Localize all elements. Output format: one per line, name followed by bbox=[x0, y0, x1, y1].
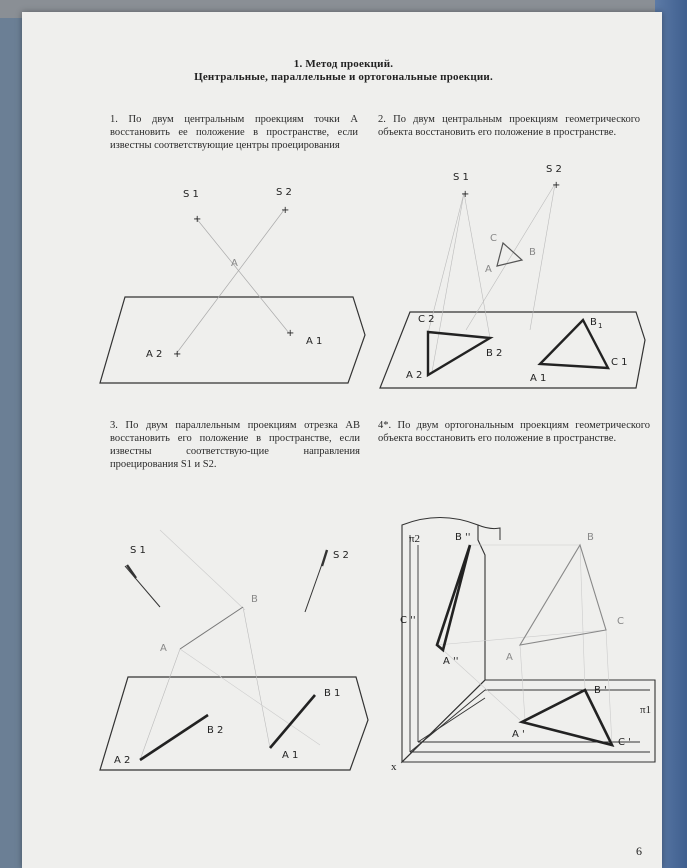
task-1-text: 1. По двум центральным проекциям точки А восстановить ее положение в пространстве, если известны соответствующие центры проецирования bbox=[110, 114, 358, 151]
fig1-label-s2: S 2 bbox=[276, 187, 292, 198]
fig4-label-pi2: π2 bbox=[409, 533, 421, 545]
fig1-a2-mark: + bbox=[173, 349, 182, 360]
fig4-label-b: B bbox=[587, 532, 594, 543]
fig2-triangle-c2a2b2 bbox=[428, 332, 490, 375]
page-title: 1. Метод проекций. bbox=[293, 58, 394, 70]
fig4-label-pi1: π1 bbox=[640, 704, 652, 716]
figure-1 bbox=[100, 187, 365, 383]
fig3-label-a1: A 1 bbox=[282, 750, 299, 761]
fig2-label-b1-sub: 1 bbox=[598, 322, 603, 330]
page-number: 6 bbox=[636, 844, 642, 858]
task-4-text: 4*. По двум ортогональным проекциям геометрического объекта восстановить его положение в пространстве. bbox=[378, 420, 650, 444]
fig4-label-c2: C '' bbox=[400, 615, 416, 626]
fig3-segment-a1b1 bbox=[270, 695, 315, 748]
fig2-label-c2: C 2 bbox=[418, 314, 435, 325]
fig3-label-a: A bbox=[160, 643, 167, 654]
fig2-label-c: C bbox=[490, 233, 497, 244]
fig4-plane-pi1 bbox=[402, 680, 655, 762]
fig3-label-s2: S 2 bbox=[333, 550, 349, 561]
fig4-label-c: C bbox=[617, 616, 624, 627]
fig4-triangle-frontal bbox=[437, 545, 470, 650]
fig2-label-b: B bbox=[529, 247, 536, 258]
fig4-label-a1: A ' bbox=[512, 729, 525, 740]
fig3-label-b1: B 1 bbox=[324, 688, 341, 699]
fig2-label-c1: C 1 bbox=[611, 357, 628, 368]
fig4-label-a: A bbox=[506, 652, 513, 663]
fig1-label-a2: A 2 bbox=[146, 349, 163, 360]
fig1-a1-mark: + bbox=[286, 328, 295, 339]
fig1-s2-mark: + bbox=[281, 205, 290, 216]
fig3-label-b: B bbox=[251, 594, 258, 605]
fig2-label-s1: S 1 bbox=[453, 172, 469, 183]
fig1-ray-s1 bbox=[196, 218, 289, 333]
fig4-label-b2: B '' bbox=[455, 532, 471, 543]
fig2-triangle-space bbox=[497, 243, 522, 266]
fig4-label-b1: B ' bbox=[594, 685, 607, 696]
fig1-ray-s2 bbox=[176, 210, 284, 354]
figure-2 bbox=[380, 164, 645, 388]
fig4-triangle-space bbox=[520, 545, 606, 645]
figure-3 bbox=[100, 530, 368, 770]
svg-text:+: + bbox=[461, 189, 470, 200]
fig2-label-a2: A 2 bbox=[406, 370, 423, 381]
fig3-direction-s1 bbox=[125, 566, 160, 607]
fig2-label-a1: A 1 bbox=[530, 373, 547, 384]
fig2-label-a: A bbox=[485, 264, 492, 275]
task-3-text: 3. По двум параллельным проекциям отрезка АВ восстановить его положение в пространстве, если известны соответствую-щие направления проецирования S1 и S2. bbox=[110, 420, 360, 470]
fig3-segment-a2b2 bbox=[140, 715, 208, 760]
fig4-label-a2: A '' bbox=[443, 656, 459, 667]
fig3-label-b2: B 2 bbox=[207, 725, 224, 736]
svg-text:+: + bbox=[552, 180, 561, 191]
fig3-label-s1: S 1 bbox=[130, 545, 146, 556]
fig1-plane bbox=[100, 297, 365, 383]
task-2-text: 2. По двум центральным проекциям геометрического объекта восстановить его положение в пространстве. bbox=[378, 114, 640, 138]
fig2-label-s2: S 2 bbox=[546, 164, 562, 175]
fig4-triangle-horizontal bbox=[522, 690, 612, 745]
fig3-segment-ab bbox=[180, 607, 243, 649]
fig1-label-s1: S 1 bbox=[183, 189, 199, 200]
fig2-label-b1: B bbox=[590, 317, 597, 328]
fig4-label-x: x bbox=[391, 761, 397, 773]
figure-4 bbox=[391, 518, 655, 774]
fig4-label-c1: C ' bbox=[618, 737, 631, 748]
fig1-label-a1: A 1 bbox=[306, 336, 323, 347]
page-subtitle: Центральные, параллельные и ортогональные проекции. bbox=[194, 71, 493, 83]
fig2-label-b2: B 2 bbox=[486, 348, 503, 359]
fig3-label-a2: A 2 bbox=[114, 755, 131, 766]
fig1-s1-mark: + bbox=[193, 214, 202, 225]
fig1-label-a: A bbox=[231, 258, 238, 269]
